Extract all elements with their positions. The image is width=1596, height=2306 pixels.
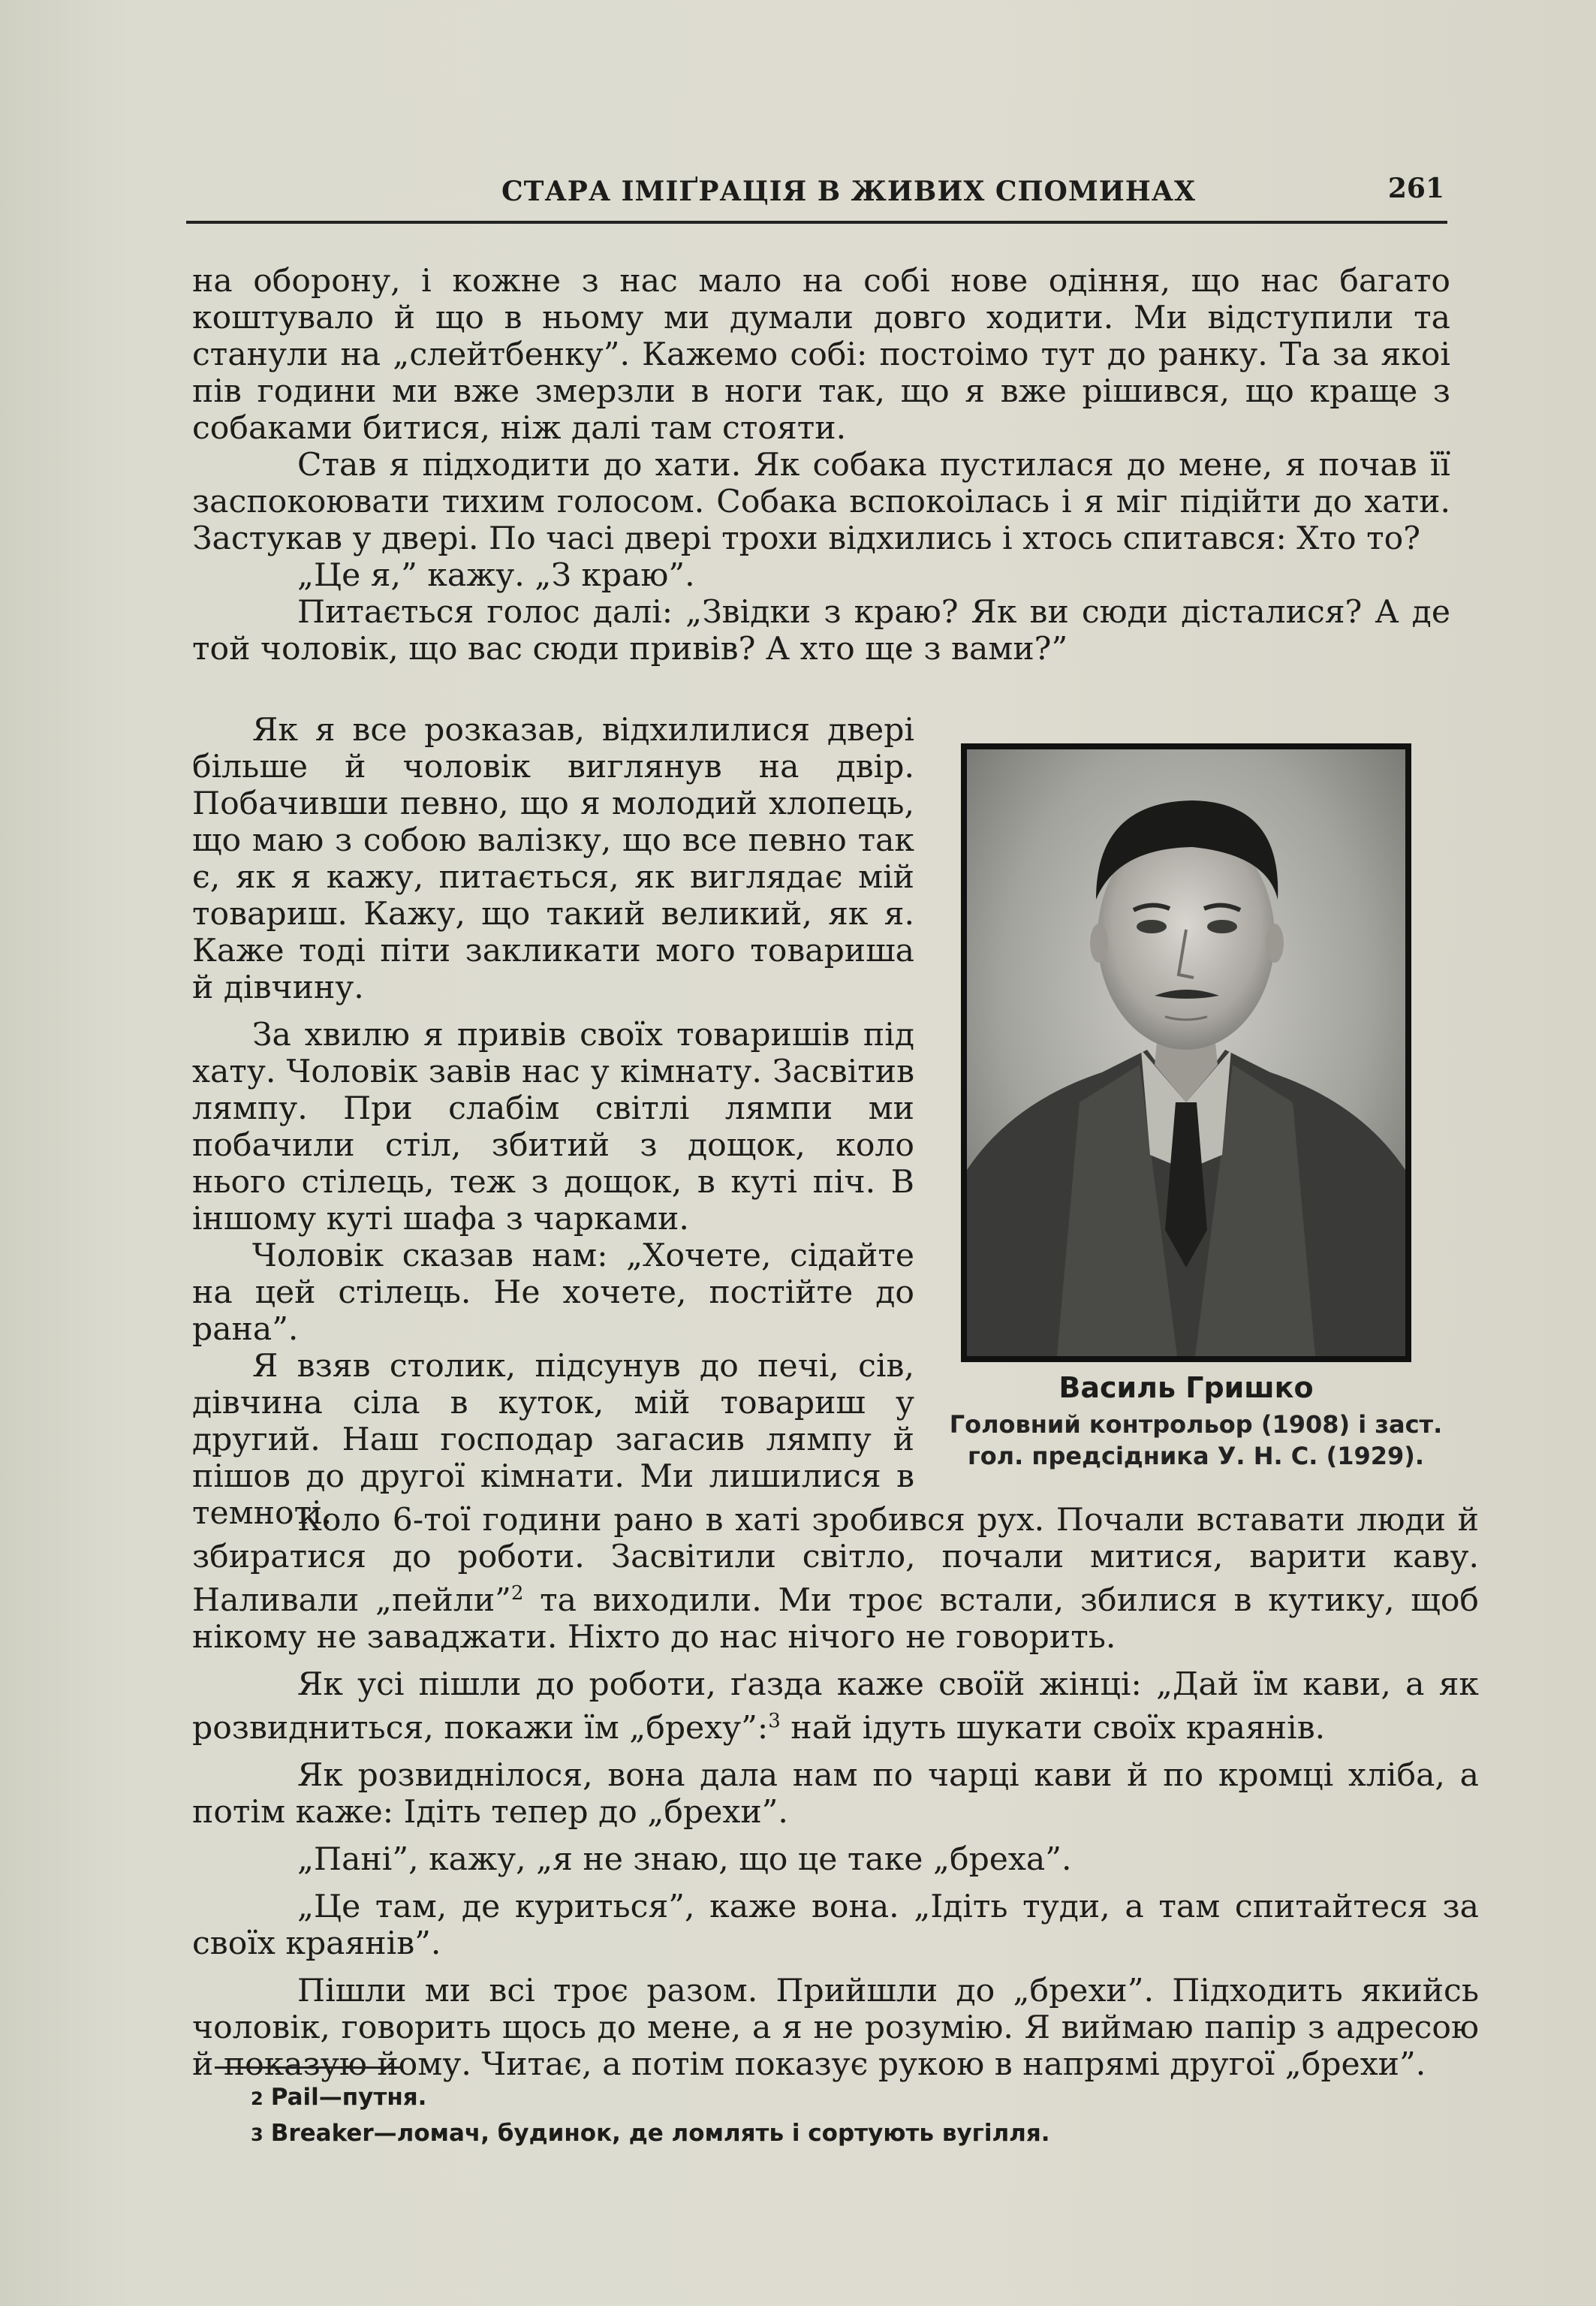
paragraph: За хвилю я привів своїх товаришів під хату. Чоловік завів нас у кімнату. Засвітив лямпу. При слабім світлі лямпи ми побачили стіл, збитий з дощок, коло нього стілець, теж з дощок, в куті піч. В іншому куті шафа з чарками.: [192, 1017, 914, 1237]
column-text-block: [192, 712, 914, 1532]
caption-line: гол. предсідника У. Н. С. (1929).: [967, 1442, 1425, 1470]
footnotes: [251, 2080, 1302, 2152]
paragraph: Питається голос далі: „Звідки з краю? Як ви сюди дісталися? А де той чоловік, що вас сюди привів? А хто ще з вами?”: [192, 594, 1450, 668]
paragraph: Я взяв столик, підсунув до печі, сів, дівчина сіла в куток, мій товариш у другий. Наш господар загасив лямпу й пішов до другої кімнати. Ми лишилися в темноті.: [192, 1348, 914, 1532]
paragraph: „Це я,” кажу. „З краю”.: [297, 557, 695, 594]
bottom-text-block: [192, 1502, 1479, 2083]
footnote: [251, 2080, 1302, 2116]
photo-caption-description: [928, 1409, 1464, 1472]
text-run: най ідуть шукати своїх краянів.: [780, 1710, 1326, 1747]
caption-line: Головний контрольор (1908) і заст.: [949, 1410, 1443, 1439]
photo-caption-name: Василь Гришко: [1058, 1371, 1314, 1404]
portrait-photo-frame: [961, 743, 1411, 1362]
footnote-ref: 2: [510, 1582, 524, 1605]
footnote-mark: 2: [251, 2088, 263, 2109]
page-number: 261: [1387, 173, 1444, 204]
text-run: Як усі пішли до роботи, ґазда каже своїй жінці: „Дай їм кави, а як розвидниться, покажи їм „бреху”:: [192, 1666, 1479, 1747]
footnote-mark: 3: [251, 2124, 263, 2145]
paragraph: Чоловік сказав нам: „Хочете, сідайте на цей стілець. Не хочете, постійте до рана”.: [192, 1237, 914, 1348]
paragraph: „Це там, де куриться”, каже вона. „Ідіть туди, а там спитайтеся за своїх краянів”.: [192, 1889, 1479, 1963]
text-run: Коло 6-тої години рано в хаті зробився рух. Почали вставати люди й збиратися до роботи. Засвітили світло, почали митися, варити каву. Наливали „пейли”: [192, 1502, 1479, 1620]
text-run: та виходили. Ми троє встали, збилися в кутику, щоб нікому не заваджати. Ніхто до нас нічого не говорить.: [192, 1582, 1479, 1656]
top-text-block: [192, 263, 1450, 668]
paragraph: на оборону, і кожне з нас мало на собі нове одіння, що нас багато коштувало й що в ньому ми думали довго ходити. Ми відступили та станули на „слейтбенку”. Кажемо собі: постоімо тут до ранку. Та за якоі пів години ми вже змерзли в ноги так, що я вже рішився, що краще з собаками битися, ніж далі там стояти.: [192, 263, 1450, 447]
portrait-photo: [967, 749, 1405, 1356]
footnote-text: Breaker—ломач, будинок, де ломлять і сортують вугілля.: [270, 2120, 1050, 2147]
paragraph: „Пані”, кажу, „я не знаю, що це таке „бреха”.: [297, 1841, 1072, 1879]
paragraph: [192, 1502, 1479, 1656]
portrait-illustration: [967, 749, 1405, 1356]
paragraph: Як я все розказав, відхилилися двері більше й чоловік виглянув на двір. Побачивши певно, що я молодий хлопець, що маю з собою валізку, що все певно так є, як я кажу, питається, як виглядає мій товариш. Кажу, що такий великий, як я. Каже тоді піти закликати мого товариша й дівчину.: [192, 712, 914, 1006]
paragraph: Пішли ми всі троє разом. Прийшли до „брехи”. Підходить якийсь чоловік, говорить щось до мене, а я не розумію. Я виймаю папір з адресою й показую йому. Читає, а потім показує рукою в напрямі другої „брехи”.: [192, 1973, 1479, 2084]
paragraph: Став я підходити до хати. Як собака пустилася до мене, я почав її заспокоювати тихим голосом. Собака вспокоілась і я міг підійти до хати. Застукав у двері. По часі двері трохи відхились і хтось спитався: Хто то?: [192, 447, 1450, 557]
footnote-text: Pail—путня.: [270, 2084, 427, 2111]
footnote-ref: 3: [768, 1710, 781, 1733]
page-header: [186, 171, 1447, 224]
footnote-divider: [215, 2066, 401, 2069]
running-title: СТАРА ІМІҐРАЦІЯ В ЖИВИХ СПОМИНАХ: [501, 176, 1196, 207]
paragraph: Як розвиднілося, вона дала нам по чарці кави й по кромці хліба, а потім каже: Ідіть тепер до „брехи”.: [192, 1757, 1479, 1831]
paragraph: [192, 1666, 1479, 1747]
footnote: [251, 2116, 1302, 2152]
